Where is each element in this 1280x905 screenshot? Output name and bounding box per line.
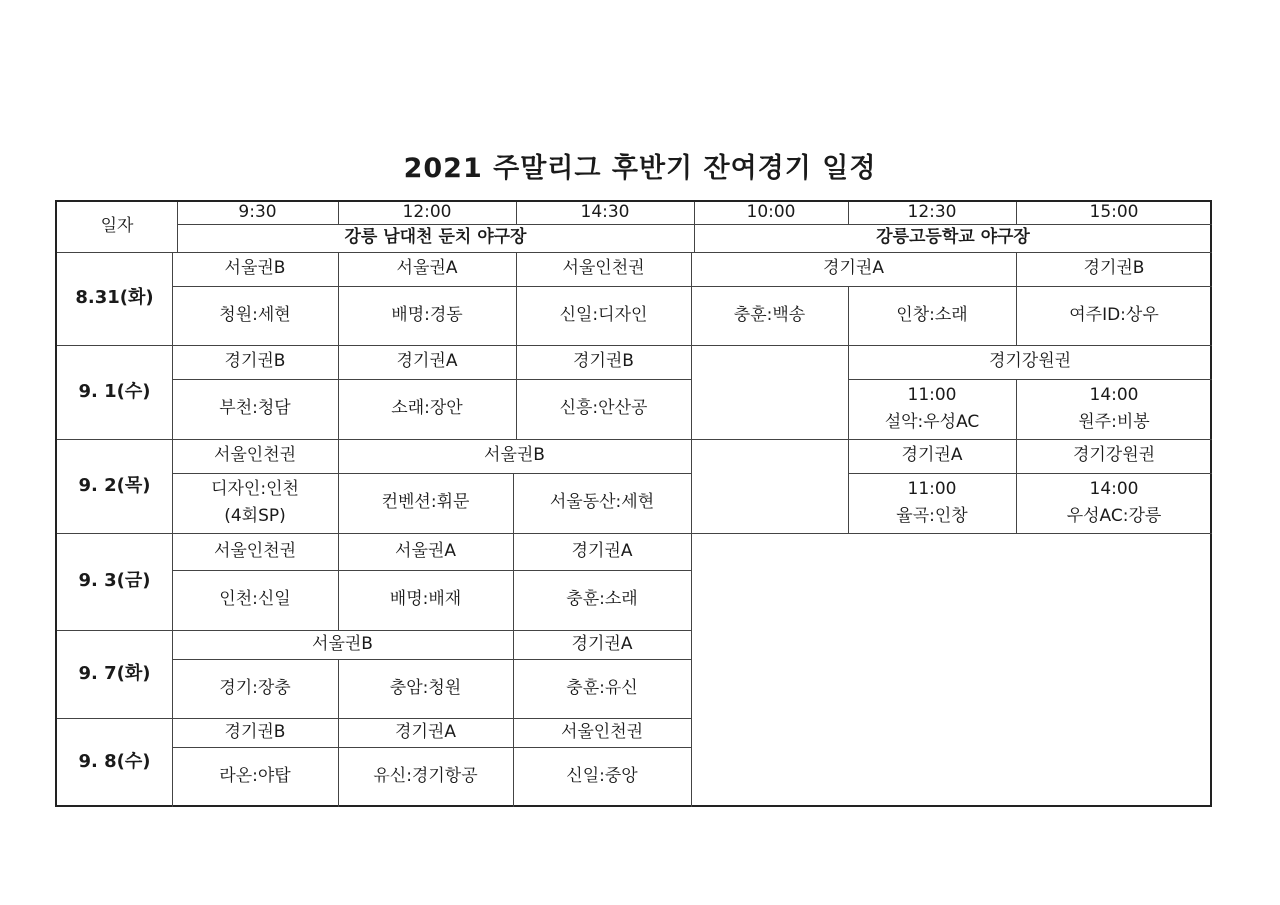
game-match: 원주:비봉 — [1078, 412, 1150, 432]
time-header: 14:30 — [580, 202, 630, 223]
date-cell: 9. 8(수) — [78, 751, 151, 773]
time-header: 10:00 — [746, 202, 796, 223]
division-cell: 경기권B — [224, 351, 286, 372]
date-column-header: 일자 — [100, 216, 134, 237]
game-cell: 신일:중앙 — [566, 766, 638, 787]
game-cell — [172, 473, 338, 533]
game-note: (4회SP) — [224, 506, 286, 526]
venue-header: 강릉고등학교 야구장 — [876, 227, 1030, 248]
division-cell: 서울인천권 — [213, 540, 297, 561]
game-cell: 컨벤션:휘문 — [381, 492, 470, 513]
division-cell: 서울권A — [396, 258, 458, 279]
game-cell: 신흥:안산공 — [559, 398, 648, 419]
game-cell: 청원:세현 — [219, 304, 291, 325]
game-cell: 배명:경동 — [391, 304, 463, 325]
division-cell: 경기권B — [1083, 258, 1145, 279]
game-cell: 라온:야탑 — [219, 766, 291, 787]
game-cell: 유신:경기항공 — [373, 766, 478, 787]
division-cell: 서울권B — [484, 445, 545, 466]
game-time: 11:00 — [907, 478, 957, 499]
game-cell: 충훈:유신 — [566, 677, 638, 698]
game-cell: 부천:청담 — [219, 398, 291, 419]
division-cell: 서울권A — [395, 540, 456, 561]
division-cell: 경기권A — [901, 445, 963, 466]
game-cell: 소래:장안 — [391, 398, 463, 419]
game-match: 디자인:인천 — [211, 478, 299, 499]
division-cell: 서울인천권 — [562, 258, 645, 279]
game-cell — [1016, 379, 1212, 439]
game-cell: 여주ID:상우 — [1069, 304, 1159, 325]
division-cell: 서울인천권 — [560, 721, 644, 742]
division-cell: 서울권B — [224, 258, 286, 279]
division-cell: 경기권A — [823, 258, 884, 279]
schedule-table — [55, 200, 1212, 807]
game-cell: 인창:소래 — [896, 304, 968, 325]
game-cell: 배명:배재 — [389, 589, 462, 610]
division-cell: 경기권B — [573, 351, 634, 372]
game-cell: 서울동산:세현 — [549, 492, 655, 513]
date-cell: 9. 2(목) — [78, 474, 151, 496]
date-cell: 9. 1(수) — [78, 380, 151, 402]
division-cell: 경기권A — [571, 540, 633, 561]
division-cell: 경기강원권 — [988, 351, 1072, 372]
division-cell: 경기권A — [396, 351, 458, 372]
division-cell: 서울인천권 — [213, 445, 297, 466]
date-cell: 8.31(화) — [75, 287, 154, 309]
game-cell: 인천:신일 — [219, 589, 291, 610]
game-cell: 충암:청원 — [389, 677, 462, 698]
game-cell — [848, 379, 1016, 439]
game-cell: 충훈:백송 — [733, 304, 806, 325]
page-title: 2021 주말리그 후반기 잔여경기 일정 — [403, 153, 877, 184]
time-header: 15:00 — [1089, 202, 1139, 223]
division-cell: 경기권B — [224, 721, 286, 742]
game-cell: 경기:장충 — [219, 677, 291, 698]
game-cell — [848, 473, 1016, 533]
time-header: 12:00 — [402, 202, 452, 223]
division-cell: 경기권A — [395, 721, 456, 742]
division-cell: 경기권A — [571, 633, 633, 654]
time-header: 9:30 — [238, 202, 277, 223]
venue-header: 강릉 남대천 둔치 야구장 — [344, 227, 527, 248]
division-cell: 서울권B — [312, 633, 373, 654]
game-time: 11:00 — [907, 384, 957, 405]
game-cell — [1016, 473, 1212, 533]
division-cell: 경기강원권 — [1072, 445, 1156, 466]
game-match: 우성AC:강릉 — [1066, 506, 1162, 526]
game-time: 14:00 — [1089, 478, 1139, 499]
time-header: 12:30 — [907, 202, 957, 223]
game-match: 율곡:인창 — [896, 506, 968, 526]
game-cell: 신일:디자인 — [559, 304, 648, 325]
game-cell: 충훈:소래 — [566, 589, 638, 610]
game-match: 설악:우성AC — [884, 412, 980, 432]
date-cell: 9. 3(금) — [78, 570, 151, 592]
game-time: 14:00 — [1089, 384, 1139, 405]
date-cell: 9. 7(화) — [78, 662, 151, 684]
